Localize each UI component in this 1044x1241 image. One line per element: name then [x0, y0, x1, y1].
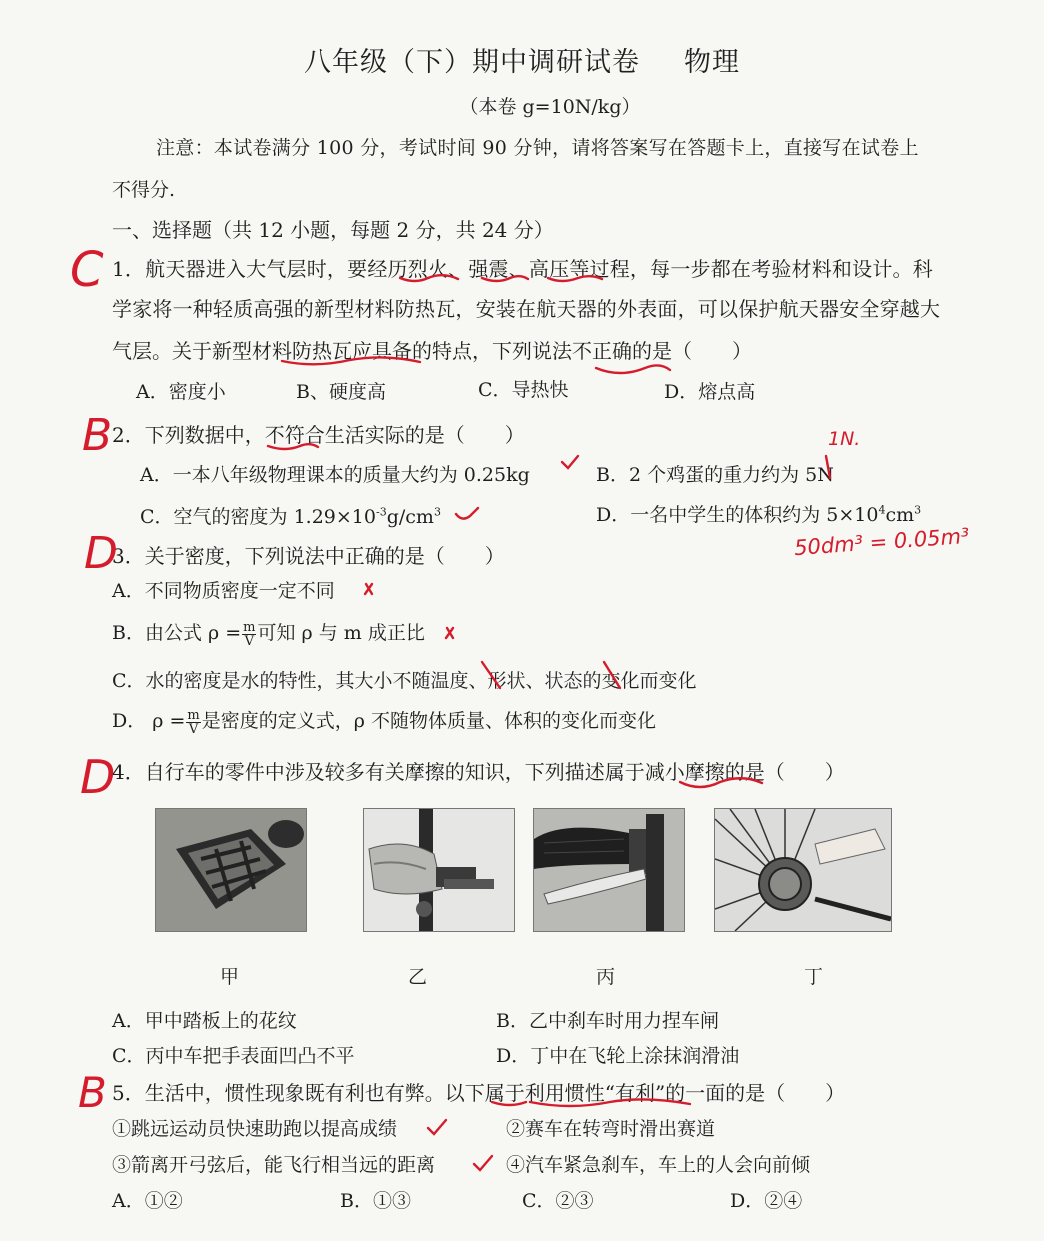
handwritten-note-volume: 50dm³ = 0.05m³ [793, 523, 971, 561]
q1-option-b: B、硬度高 [296, 381, 386, 403]
page-title [0, 40, 1044, 79]
q3-option-b: B．由公式 ρ = $\frac{m}{V}$ 可知 ρ 与 m 成正比 [112, 619, 425, 649]
handwritten-answer-q4: D [80, 750, 116, 804]
q4-option-c: C．丙中车把手表面凹凸不平 [112, 1045, 355, 1067]
q5-stem: 5．生活中，惯性现象既有利也有弊。以下属于利用惯性“有利”的一面的是（ ） [112, 1081, 846, 1105]
handwritten-answer-q1: C [70, 242, 104, 298]
cross-mark [365, 584, 372, 594]
q5-item-2: ②赛车在转弯时滑出赛道 [506, 1118, 716, 1140]
q2-option-b: B．2 个鸡蛋的重力约为 5N [596, 464, 834, 486]
handlebar-illustration [534, 809, 684, 931]
handlebar-photo [533, 808, 685, 932]
notice-line-2: 不得分. [112, 179, 176, 201]
handwritten-note-1n: 1N. [828, 428, 861, 450]
q3-option-c: C．水的密度是水的特性，其大小不随温度、形状、状态的变化而变化 [112, 670, 697, 692]
brake-photo [363, 808, 515, 932]
q5-item-4: ④汽车紧急刹车，车上的人会向前倾 [506, 1154, 811, 1176]
q4-stem: 4．自行车的零件中涉及较多有关摩擦的知识，下列描述属于减小摩擦的是（ ） [112, 760, 845, 784]
q1-option-a: A．密度小 [136, 381, 226, 403]
q3-option-a: A．不同物质密度一定不同 [112, 580, 335, 602]
q3-option-d: D． ρ = $\frac{m}{V}$ 是密度的定义式，ρ 不随物体质量、体积的变化而变化 [112, 707, 656, 737]
caption-bing: 丙 [596, 966, 616, 988]
caption-jia: 甲 [220, 966, 240, 988]
exam-subject: 物理 [684, 47, 740, 78]
flywheel-illustration [715, 809, 891, 931]
q1-line-3: 气层。关于新型材料防热瓦应具备的特点，下列说法不正确的是（ ） [112, 339, 752, 363]
handwritten-answer-q3: D [84, 528, 118, 579]
section-heading: 一、选择题（共 12 小题，每题 2 分，共 24 分） [112, 218, 554, 242]
handwritten-answer-q5: B [78, 1068, 107, 1117]
tick-mark [474, 1156, 492, 1170]
formula-fraction: $\frac{m}{V}$ [243, 619, 256, 649]
cross-mark [446, 628, 453, 638]
q1-option-d: D．熔点高 [664, 381, 756, 403]
pedal-illustration [156, 809, 306, 931]
brake-illustration [364, 809, 514, 931]
q2-stem: 2．下列数据中，不符合生活实际的是（ ） [112, 423, 525, 447]
q5-option-a: A．①② [112, 1190, 183, 1212]
q4-option-b: B．乙中刹车时用力捏车闸 [496, 1010, 719, 1032]
q2-option-d: D．一名中学生的体积约为 $5\times 10^4cm^3$ [596, 503, 922, 526]
formula-fraction: $\frac{m}{V}$ [187, 707, 200, 737]
q1-line-2: 学家将一种轻质高强的新型材料防热瓦，安装在航天器的外表面，可以保护航天器安全穿越大 [112, 297, 941, 321]
q4-option-d: D．丁中在飞轮上涂抹润滑油 [496, 1045, 740, 1067]
q5-option-b: B．①③ [340, 1190, 411, 1212]
pedal-photo [155, 808, 307, 932]
q5-item-1: ①跳远运动员快速助跑以提高成绩 [112, 1118, 398, 1140]
flywheel-photo [714, 808, 892, 932]
q5-item-3: ③箭离开弓弦后，能飞行相当远的距离 [112, 1154, 436, 1176]
q1-option-c: C．导热快 [478, 379, 569, 401]
tick-mark [456, 508, 478, 519]
caption-ding: 丁 [804, 966, 824, 988]
q1-line-1: 1．航天器进入大气层时，要经历烈火、强震、高压等过程，每一步都在考验材料和设计。科 [112, 257, 933, 281]
notice-line-1: 注意：本试卷满分 100 分，考试时间 90 分钟，请将答案写在答题卡上，直接写在试卷上 [156, 137, 919, 159]
exam-subtitle: （本卷 g=10N/kg） [459, 96, 641, 118]
caption-yi: 乙 [408, 966, 428, 988]
tick-mark [428, 1120, 446, 1134]
q2-option-a: A．一本八年级物理课本的质量大约为 0.25kg [140, 464, 530, 486]
underline-mark [596, 365, 670, 373]
exam-title: 八年级（下）期中调研试卷 [304, 47, 640, 78]
tick-mark [562, 456, 578, 468]
handwritten-answer-q2: B [82, 410, 113, 461]
q3-stem: 3．关于密度，下列说法中正确的是（ ） [112, 544, 505, 568]
q4-option-a: A．甲中踏板上的花纹 [112, 1010, 297, 1032]
q2-option-c: C．空气的密度为 $1.29\times 10^{-3}g/cm^3$ [140, 505, 441, 528]
q5-option-d: D．②④ [730, 1190, 803, 1212]
q5-option-c: C．②③ [522, 1190, 594, 1212]
